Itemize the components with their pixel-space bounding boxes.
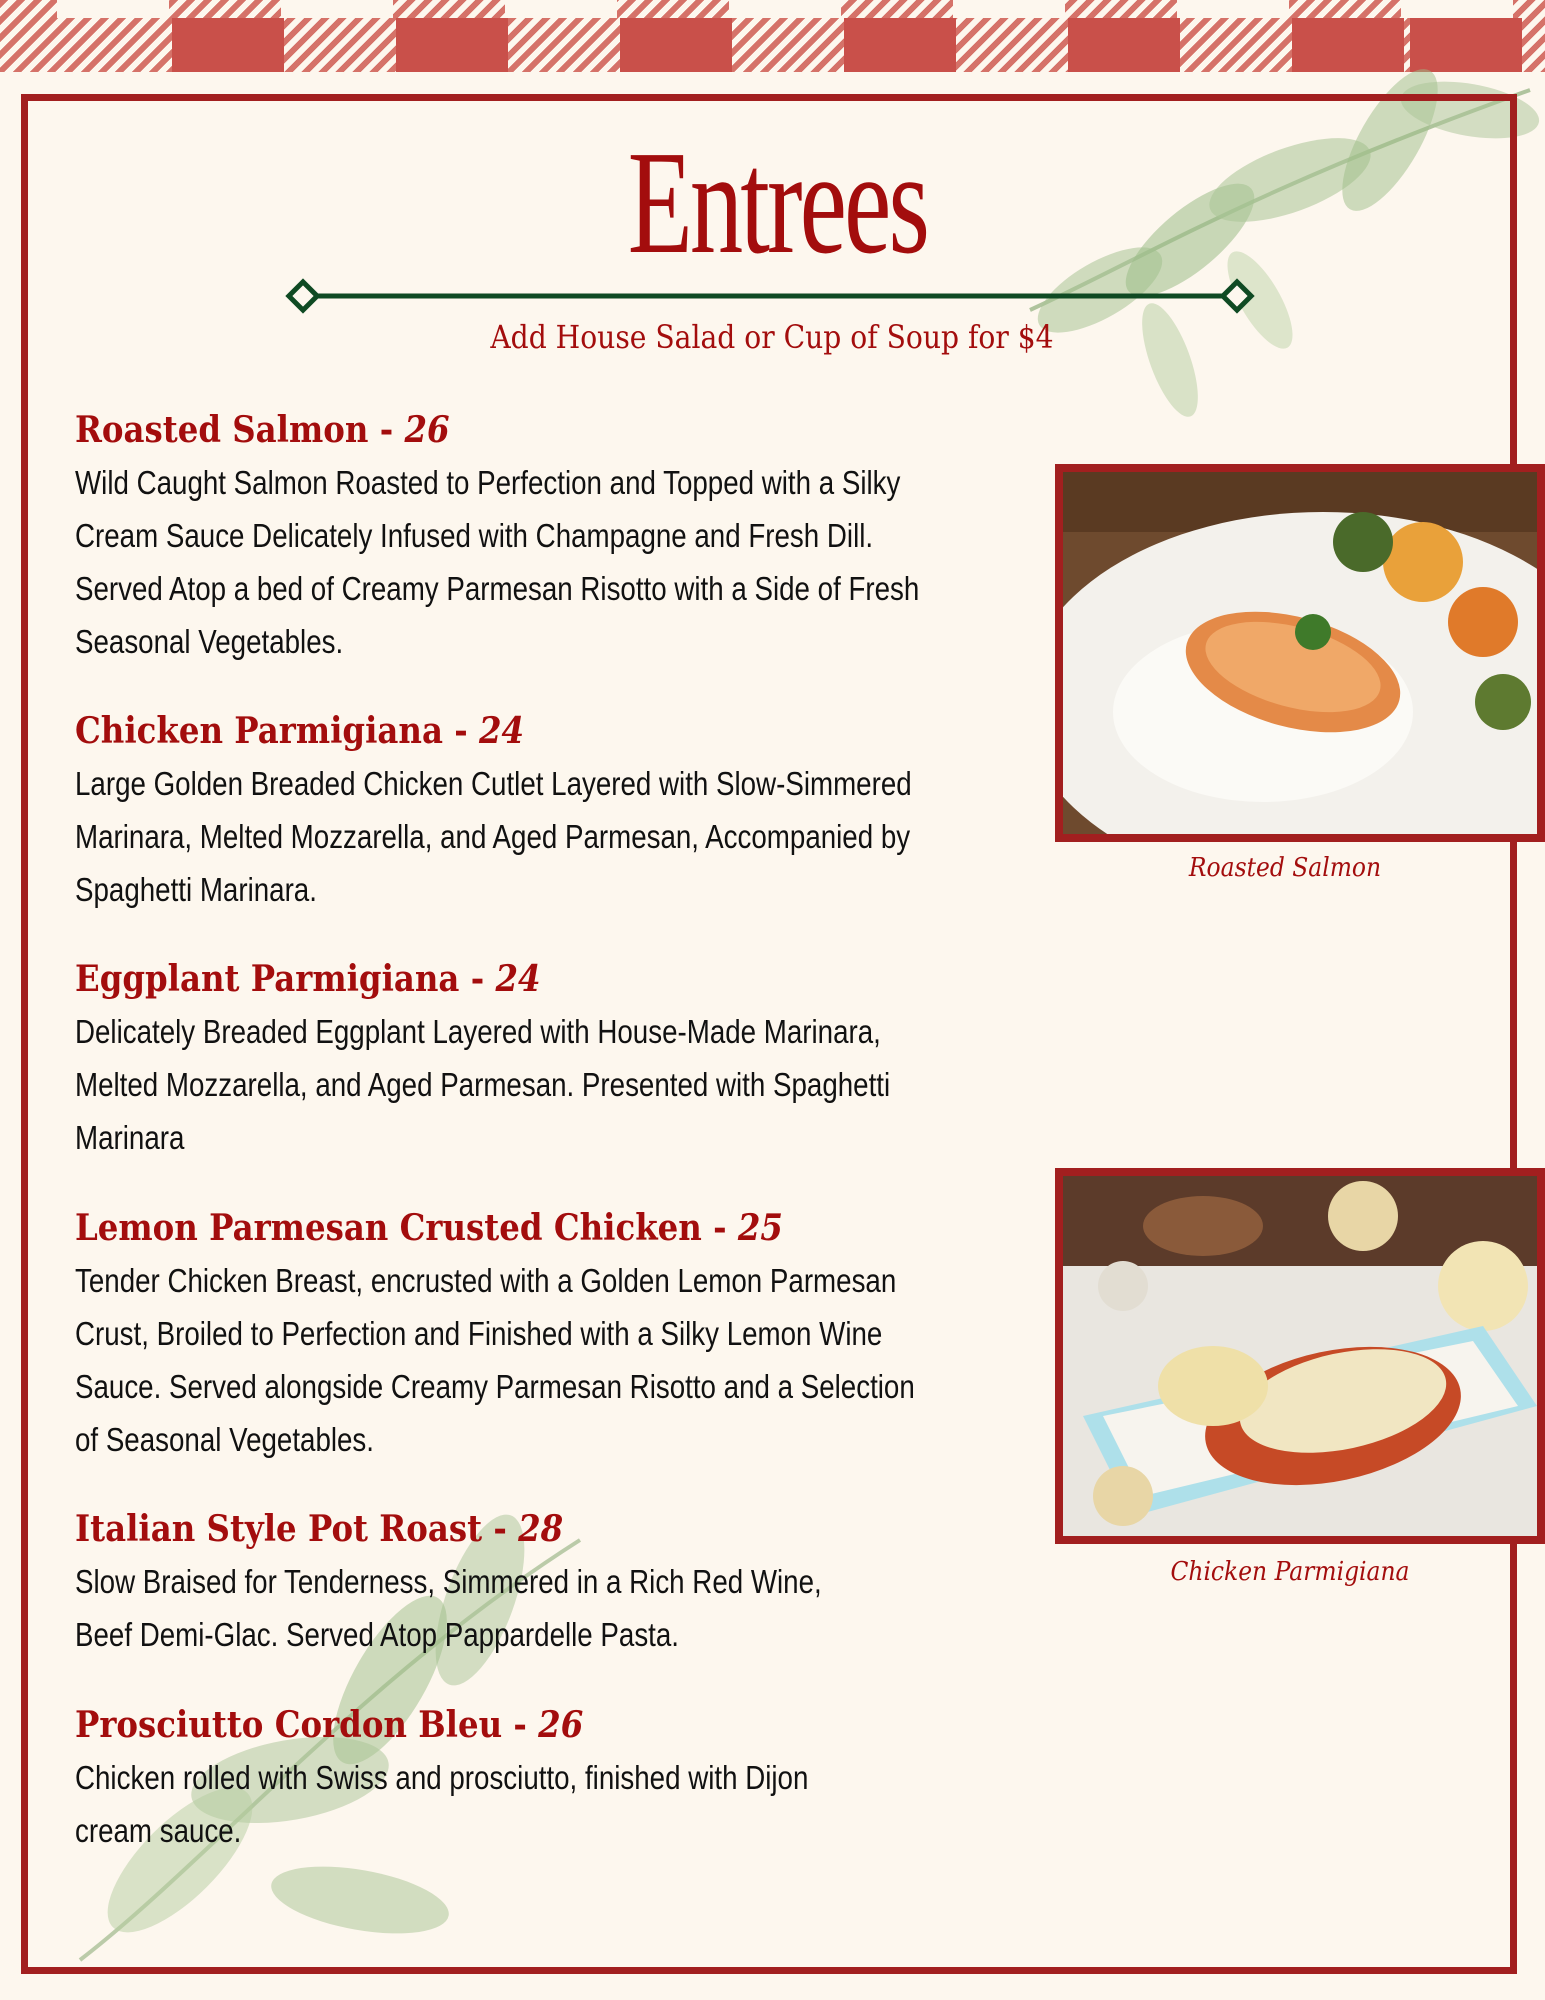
menu-item-name: Prosciutto Cordon Bleu [75, 1704, 503, 1746]
menu-item [75, 1505, 835, 1661]
menu-item-name: Lemon Parmesan Crusted Chicken [75, 1207, 702, 1249]
menu-item-description: Delicately Breaded Eggplant Layered with House-Made Marinara, Melted Mozzarella, and Aged Parmesan. Presented with Spaghetti Marinara [75, 1013, 891, 1156]
gingham-cell [57, 0, 169, 18]
menu-item-name: Italian Style Pot Roast [75, 1508, 483, 1550]
photo-caption: Roasted Salmon [1188, 853, 1382, 883]
gingham-cell [953, 0, 1065, 18]
menu-item-price: 26 [538, 1704, 584, 1746]
gingham-cell [1177, 0, 1289, 18]
menu-item-name: Chicken Parmigiana [75, 710, 443, 752]
menu-item-title [75, 1505, 759, 1553]
menu-item-title [75, 1204, 849, 1252]
gingham-cell [844, 18, 956, 72]
menu-item-separator: - [502, 1704, 539, 1746]
menu-item-description: Large Golden Breaded Chicken Cutlet Layered with Slow-Simmered Marinara, Melted Mozzarella, and Aged Parmesan, Accompanied by Spaghetti Marinara. [75, 765, 912, 908]
menu-item-price: 25 [737, 1207, 783, 1249]
menu-item-description: Chicken rolled with Swiss and prosciutto, finished with Dijon cream sauce. [75, 1759, 809, 1849]
menu-item-title [75, 1701, 759, 1749]
menu-item-price: 24 [478, 710, 525, 752]
page-subtitle: Add House Salad or Cup of Soup for $4 [490, 318, 1054, 356]
menu-item [75, 406, 935, 668]
menu-item-description: Wild Caught Salmon Roasted to Perfection and Topped with a Silky Cream Sauce Delicately Infused with Champagne and Fresh Dill. Served Atop a bed of Creamy Parmesan Risotto with a Side of Fresh Seasonal Vegetables. [75, 464, 920, 660]
gingham-cell [396, 18, 508, 72]
menu-item-price: 26 [404, 409, 450, 451]
gingham-cell [172, 18, 284, 72]
chicken-parmigiana-image [1063, 1176, 1537, 1536]
menu-item-separator: - [482, 1508, 519, 1550]
menu-item-separator: - [368, 409, 405, 451]
gingham-cell [620, 18, 732, 72]
menu-item [75, 1204, 935, 1466]
gingham-cell [1401, 0, 1513, 18]
title-divider [283, 278, 1257, 314]
menu-item-separator: - [442, 710, 479, 752]
menu-item-separator: - [701, 1207, 738, 1249]
menu-item-price: 28 [518, 1508, 564, 1550]
menu-item [75, 1701, 835, 1857]
page-title: Entrees [627, 121, 928, 285]
menu-item [75, 707, 935, 916]
photo-caption: Chicken Parmigiana [1170, 1557, 1410, 1587]
chicken-parmigiana-photo [1055, 1168, 1545, 1544]
menu-item-title [75, 406, 849, 454]
gingham-cell [729, 0, 841, 18]
menu-item-price: 24 [495, 958, 541, 1000]
menu-item-title [75, 955, 849, 1003]
roasted-salmon-photo [1055, 464, 1545, 842]
menu-item [75, 955, 935, 1164]
menu-item-name: Roasted Salmon [75, 409, 369, 451]
menu-item-separator: - [459, 958, 496, 1000]
menu-item-title [75, 707, 849, 755]
gingham-cell [505, 0, 617, 18]
roasted-salmon-image [1063, 472, 1537, 834]
gingham-cell [281, 0, 393, 18]
menu-item-description: Tender Chicken Breast, encrusted with a Golden Lemon Parmesan Crust, Broiled to Perfection and Finished with a Silky Lemon Wine Sauce. Served alongside Creamy Parmesan Risotto and a Selection of Seasonal Vegetables. [75, 1262, 915, 1458]
menu-item-name: Eggplant Parmigiana [75, 958, 460, 1000]
menu-item-description: Slow Braised for Tenderness, Simmered in a Rich Red Wine, Beef Demi-Glac. Served Atop Pappardelle Pasta. [75, 1563, 822, 1653]
